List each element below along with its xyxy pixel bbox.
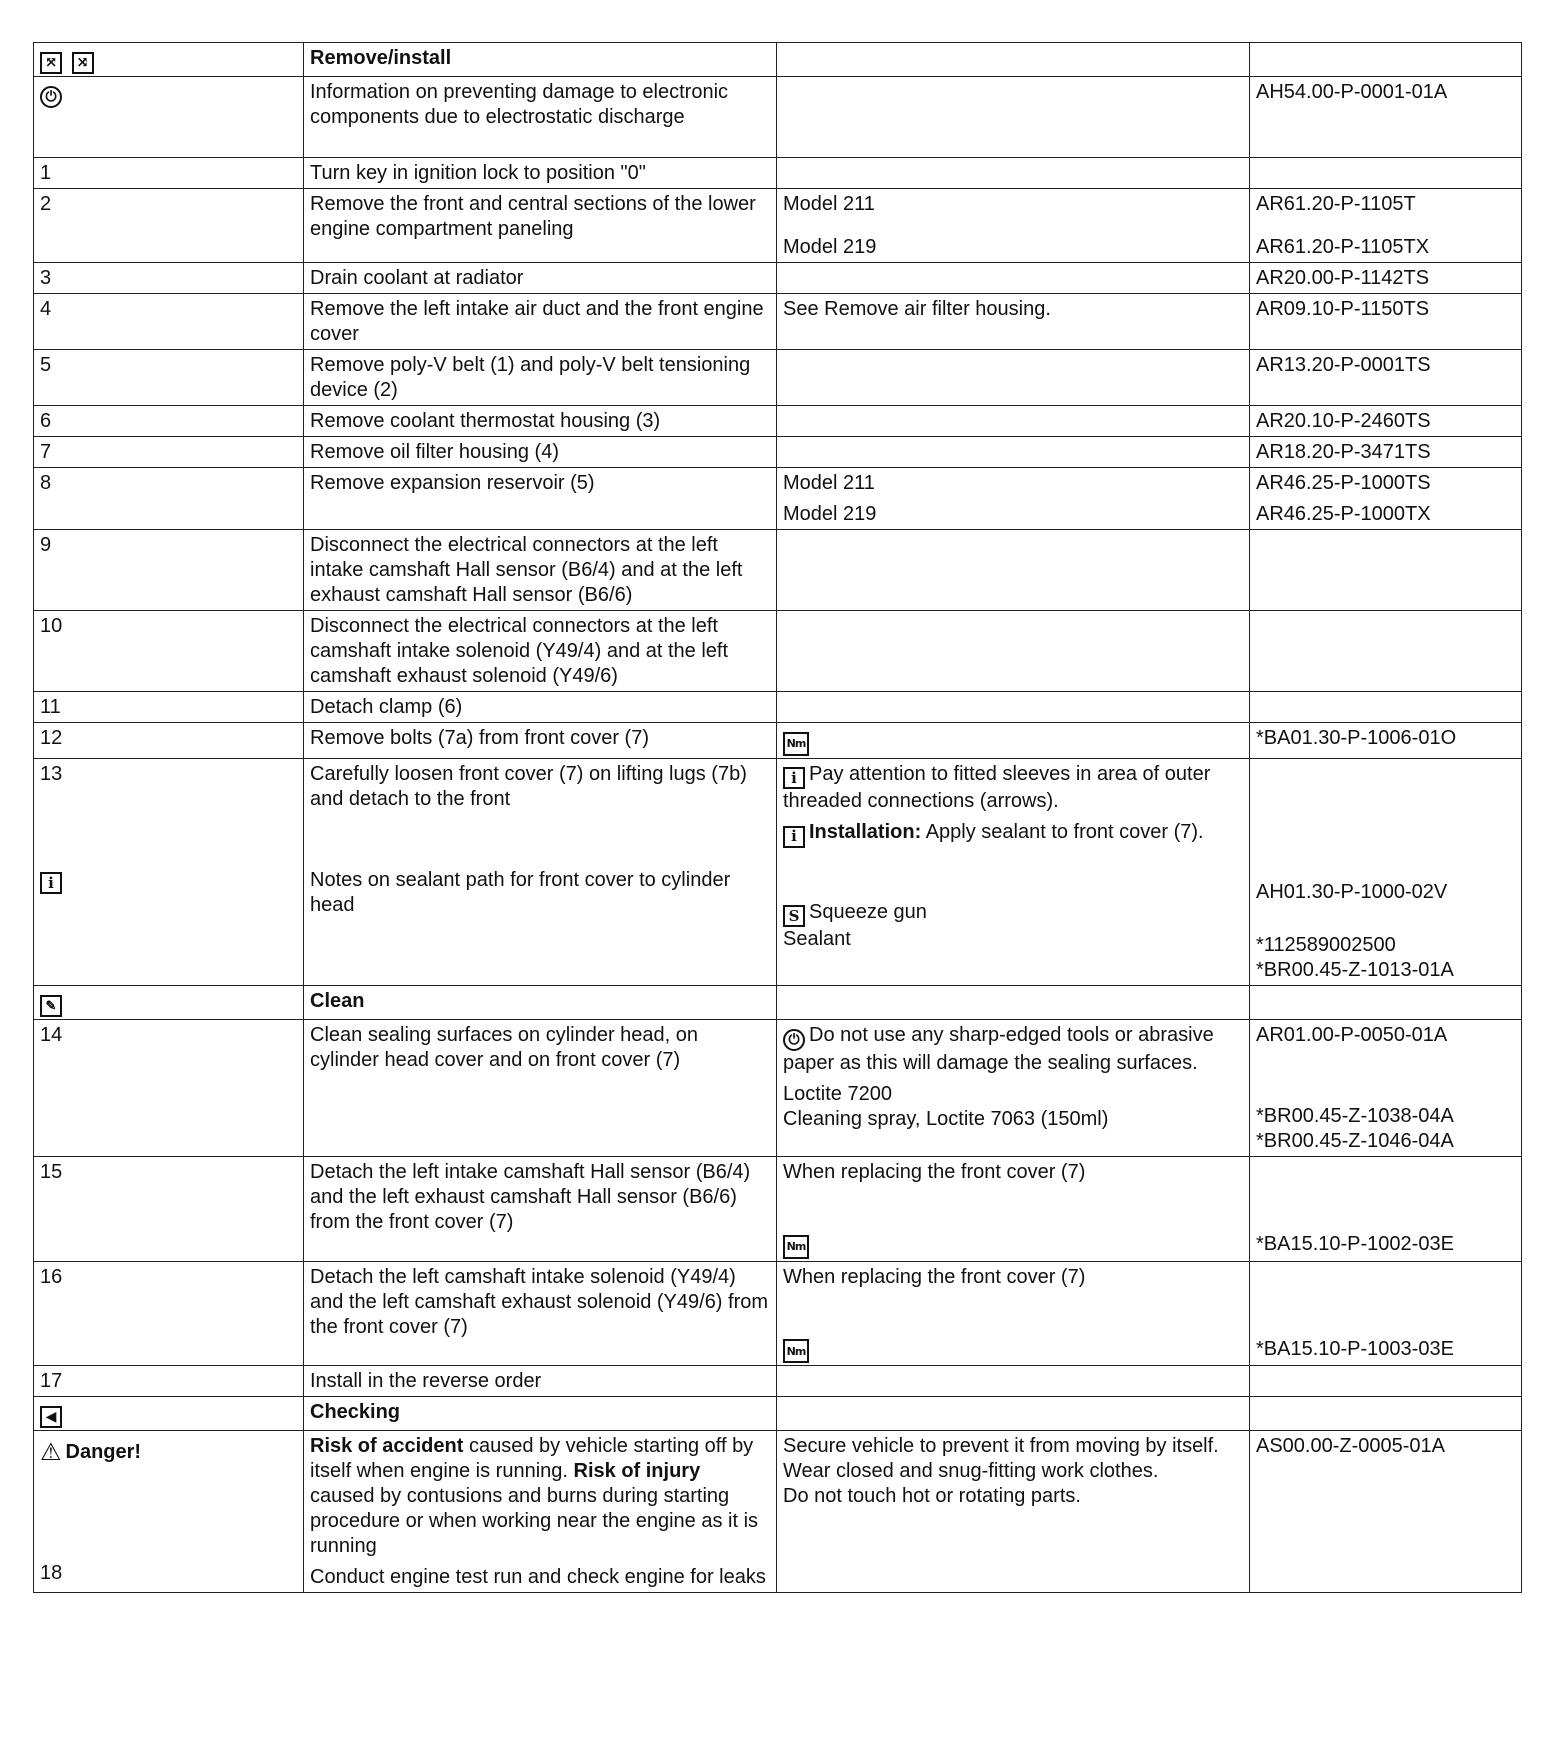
step-number: 13: [40, 762, 63, 785]
reference-link[interactable]: AH54.00-P-0001-01A: [1250, 77, 1522, 158]
danger-text: Risk of accident caused by vehicle starting off by itself when engine is running. Risk of injury caused by contusions and burns during starting procedure or when working near the engine as it is running: [310, 1435, 759, 1557]
step-number: 1: [34, 158, 304, 189]
step-number: 15: [34, 1157, 304, 1262]
reference-link[interactable]: AR20.10-P-2460TS: [1250, 406, 1522, 437]
table-row: [34, 1020, 1522, 1157]
table-row: [34, 406, 1522, 437]
table-row: [34, 723, 1522, 759]
step-number: 10: [34, 611, 304, 692]
table-row: [34, 1157, 1522, 1262]
step-text: Drain coolant at radiator: [304, 263, 777, 294]
table-row: [34, 1431, 1522, 1593]
material-number-link[interactable]: *BR00.45-Z-1046-04A: [1256, 1130, 1454, 1152]
remove-install-alt-icon: ⤨: [72, 52, 94, 74]
material-name: Sealant: [783, 928, 851, 950]
torque-icon[interactable]: Nm: [783, 732, 809, 756]
model-note: Model 219: [783, 503, 877, 525]
reference-link[interactable]: AS00.00-Z-0005-01A: [1250, 1431, 1522, 1593]
esd-warning-icon: ⏻: [783, 1029, 805, 1051]
section-checking: [34, 1397, 1522, 1431]
reference-link[interactable]: AR61.20-P-1105T: [1256, 193, 1416, 215]
material-name: Loctite 7200: [783, 1083, 892, 1105]
model-note: Model 211: [783, 472, 875, 494]
table-row: [34, 692, 1522, 723]
step-number: 9: [34, 530, 304, 611]
safety-note: Wear closed and snug-fitting work clothes.: [783, 1460, 1159, 1482]
reference-link[interactable]: AH01.30-P-1000-02V: [1256, 880, 1448, 903]
info-icon: i: [783, 767, 805, 789]
model-note: Model 219: [783, 236, 877, 258]
reference-link[interactable]: AR09.10-P-1150TS: [1250, 294, 1522, 350]
step-text: Turn key in ignition lock to position "0": [304, 158, 777, 189]
reference-link[interactable]: AR20.00-P-1142TS: [1250, 263, 1522, 294]
step-number: 17: [34, 1366, 304, 1397]
step-text: Remove coolant thermostat housing (3): [304, 406, 777, 437]
step-text: Remove the left intake air duct and the front engine cover: [304, 294, 777, 350]
step-number: 8: [34, 468, 304, 530]
step-number: 2: [34, 189, 304, 263]
section-remove-install: [34, 43, 1522, 77]
info-icon: i: [40, 872, 62, 894]
reference-link[interactable]: AR46.25-P-1000TX: [1256, 503, 1431, 525]
checking-icon: ◀: [40, 1406, 62, 1428]
step-number: 18: [40, 1562, 63, 1584]
step-text: Remove the front and central sections of the lower engine compartment paneling: [304, 189, 777, 263]
step-number: 14: [34, 1020, 304, 1157]
step-note: Pay attention to fitted sleeves in area of outer threaded connections (arrows).: [783, 762, 1211, 812]
step-text: Remove poly-V belt (1) and poly-V belt tensioning device (2): [304, 350, 777, 406]
material-name: Cleaning spray, Loctite 7063 (150ml): [783, 1108, 1109, 1130]
installation-label: Installation:: [809, 821, 922, 843]
table-row: [34, 263, 1522, 294]
section-clean: [34, 985, 1522, 1020]
reference-link[interactable]: *BA15.10-P-1003-03E: [1256, 1337, 1454, 1360]
table-row: [34, 294, 1522, 350]
procedure-table: [33, 42, 1522, 1593]
step-text: Information on preventing damage to electronic components due to electrostatic discharge: [304, 77, 777, 158]
step-note: When replacing the front cover (7): [783, 1161, 1086, 1183]
step-text: Disconnect the electrical connectors at the left intake camshaft Hall sensor (B6/4) and at the left exhaust camshaft Hall sensor (B6/6): [304, 530, 777, 611]
table-row: [34, 1261, 1522, 1366]
step-note: Apply sealant to front cover (7).: [925, 821, 1204, 843]
esd-warning-icon: ⏻: [40, 86, 62, 108]
special-tool-icon: S: [783, 905, 805, 927]
step-text: Carefully loosen front cover (7) on lifting lugs (7b) and detach to the front: [310, 762, 747, 810]
section-title: Clean: [304, 985, 777, 1020]
step-text: Detach the left intake camshaft Hall sensor (B6/4) and the left exhaust camshaft Hall sensor (B6/6) from the front cover (7): [304, 1157, 777, 1262]
table-row: [34, 530, 1522, 611]
step-number: 16: [34, 1261, 304, 1366]
safety-note: Secure vehicle to prevent it from moving by itself.: [783, 1435, 1219, 1457]
step-number: 3: [34, 263, 304, 294]
table-row: [34, 437, 1522, 468]
info-icon: i: [783, 826, 805, 848]
step-text: Clean sealing surfaces on cylinder head, on cylinder head cover and on front cover (7): [304, 1020, 777, 1157]
model-note: Model 211: [783, 193, 875, 215]
safety-note: Do not touch hot or rotating parts.: [783, 1485, 1081, 1507]
sub-step-text: Notes on sealant path for front cover to cylinder head: [310, 868, 731, 916]
step-text: Detach the left camshaft intake solenoid (Y49/4) and the left camshaft exhaust solenoid (Y49/6) from the front cover (7): [304, 1261, 777, 1366]
reference-link[interactable]: AR61.20-P-1105TX: [1256, 236, 1430, 258]
table-row: [34, 468, 1522, 530]
material-number-link[interactable]: *BR00.45-Z-1038-04A: [1256, 1105, 1454, 1127]
table-row: [34, 158, 1522, 189]
reference-link[interactable]: AR13.20-P-0001TS: [1250, 350, 1522, 406]
material-number-link[interactable]: *BR00.45-Z-1013-01A: [1256, 958, 1454, 981]
table-row: [34, 611, 1522, 692]
reference-link[interactable]: *BA01.30-P-1006-01O: [1250, 723, 1522, 759]
step-number: 4: [34, 294, 304, 350]
step-text: Detach clamp (6): [304, 692, 777, 723]
tool-name: Squeeze gun: [809, 900, 927, 923]
step-text: Conduct engine test run and check engine for leaks: [310, 1566, 766, 1588]
table-row: [34, 1366, 1522, 1397]
step-number: 11: [34, 692, 304, 723]
step-text: Install in the reverse order: [304, 1366, 777, 1397]
step-text: Disconnect the electrical connectors at the left camshaft intake solenoid (Y49/4) and at the left camshaft exhaust solenoid (Y49/6): [304, 611, 777, 692]
step-text: Remove expansion reservoir (5): [304, 468, 777, 530]
table-row: [34, 189, 1522, 263]
table-row: [34, 77, 1522, 158]
torque-icon[interactable]: Nm: [783, 1339, 809, 1363]
danger-label: Danger!: [65, 1441, 142, 1463]
section-title: Checking: [304, 1397, 777, 1431]
step-note: Do not use any sharp-edged tools or abrasive paper as this will damage the sealing surfaces.: [783, 1024, 1214, 1074]
step-text: Remove bolts (7a) from front cover (7): [304, 723, 777, 759]
reference-link[interactable]: AR46.25-P-1000TS: [1256, 472, 1431, 494]
torque-icon[interactable]: Nm: [783, 1235, 809, 1259]
step-text: Remove oil filter housing (4): [304, 437, 777, 468]
section-title: Remove/install: [304, 43, 777, 77]
step-note: See Remove air filter housing.: [777, 294, 1250, 350]
step-number: 6: [34, 406, 304, 437]
step-number: 5: [34, 350, 304, 406]
tool-number-link[interactable]: *112589002500: [1256, 933, 1396, 956]
reference-link[interactable]: AR01.00-P-0050-01A: [1256, 1024, 1448, 1046]
danger-icon: ⚠: [40, 1438, 62, 1466]
step-note: When replacing the front cover (7): [783, 1265, 1086, 1288]
clean-icon: ✎: [40, 995, 62, 1017]
step-number: 7: [34, 437, 304, 468]
remove-install-icon: ⤧: [40, 52, 62, 74]
reference-link[interactable]: *BA15.10-P-1002-03E: [1256, 1233, 1454, 1255]
table-row: [34, 350, 1522, 406]
table-row: [34, 758, 1522, 985]
reference-link[interactable]: AR18.20-P-3471TS: [1250, 437, 1522, 468]
step-number: 12: [34, 723, 304, 759]
